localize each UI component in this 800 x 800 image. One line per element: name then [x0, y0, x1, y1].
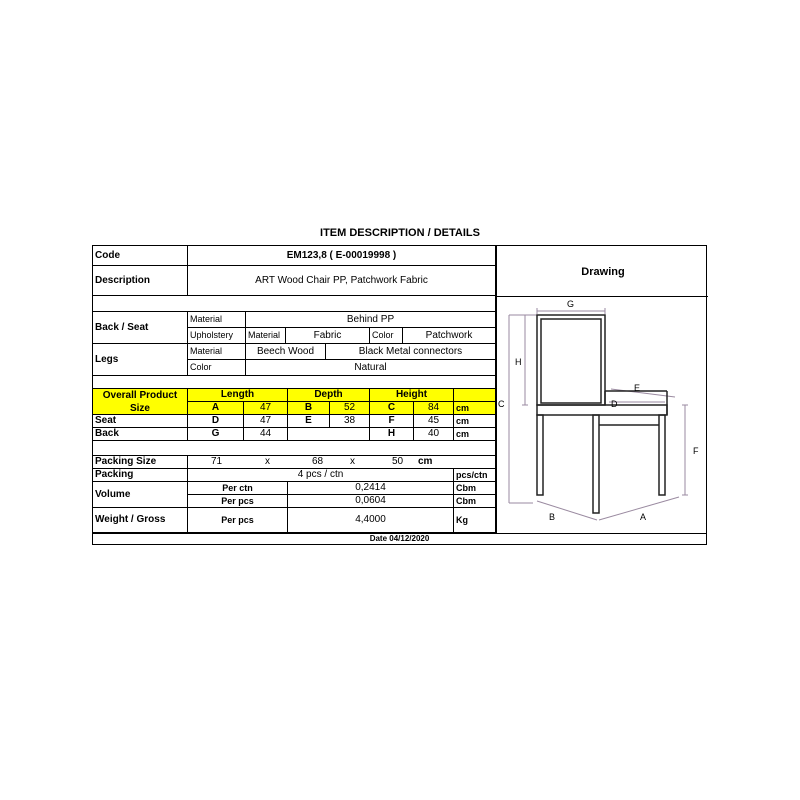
upholstery-color-label: Color [370, 328, 403, 344]
weight-value: 4,4000 [288, 508, 454, 533]
upholstery-color-value: Patchwork [403, 328, 496, 344]
packing-x1: x [265, 456, 270, 467]
volume-ctn-unit: Cbm [454, 482, 496, 495]
dim-key-c: C [370, 402, 414, 415]
legs-material-label: Material [188, 344, 246, 360]
item-sheet [92, 245, 707, 545]
overall-size-line1: Overall Product [102, 389, 178, 401]
back-seat-material-label: Material [188, 312, 246, 328]
dim-value-c: 84 [414, 402, 454, 415]
dim-value-b: 52 [330, 402, 370, 415]
description-label: Description [93, 266, 188, 296]
depth-header: Depth [288, 389, 370, 402]
description-value: ART Wood Chair PP, Patchwork Fabric [188, 266, 496, 296]
dim-unit-a: cm [454, 402, 496, 415]
dim-value-g: 44 [244, 428, 288, 441]
packing-unit: cm [418, 456, 433, 467]
packing-unit: pcs/ctn [454, 469, 496, 482]
spacer-row [93, 441, 496, 456]
dim-key-f: F [370, 415, 414, 428]
volume-pcs-value: 0,0604 [288, 495, 454, 508]
volume-pcs-unit: Cbm [454, 495, 496, 508]
dim-value-f: 45 [414, 415, 454, 428]
legs-color-value: Natural [246, 360, 496, 376]
packing-length: 71 [211, 456, 223, 467]
drawing-title: Drawing [581, 266, 625, 278]
volume-label: Volume [93, 482, 188, 508]
dim-key-g: G [188, 428, 244, 441]
legs-color-label: Color [188, 360, 246, 376]
code-value: EM123,8 ( E-00019998 ) [188, 246, 496, 266]
chair-drawing [497, 297, 708, 533]
drawing-label-f: F [693, 446, 699, 456]
overall-size-line2: Size [129, 402, 150, 414]
legs-connectors: Black Metal connectors [326, 344, 496, 360]
dim-value-a: 47 [244, 402, 288, 415]
dim-key-h: H [370, 428, 414, 441]
code-label: Code [93, 246, 188, 266]
drawing-label-d: D [611, 399, 618, 409]
dim-empty [288, 428, 370, 441]
weight-per: Per pcs [188, 508, 288, 533]
legs-label: Legs [93, 344, 188, 376]
drawing-label-g: G [567, 299, 575, 309]
dim-value-d: 47 [244, 415, 288, 428]
dim-unit-seat: cm [454, 415, 496, 428]
packing-height: 50 [392, 456, 404, 467]
dim-key-b: B [288, 402, 330, 415]
packing-size-values [188, 456, 496, 469]
weight-unit: Kg [454, 508, 496, 533]
dim-key-a: A [188, 402, 244, 415]
overall-size-label [93, 389, 188, 415]
page-title: ITEM DESCRIPTION / DETAILS [320, 227, 480, 239]
upholstery-label: Upholstery [188, 328, 246, 344]
dim-value-e: 38 [330, 415, 370, 428]
packing-depth: 68 [312, 456, 324, 467]
dim-unit-back: cm [454, 428, 496, 441]
weight-label: Weight / Gross [93, 508, 188, 533]
back-label: Back [93, 428, 188, 441]
drawing-label-e: E [634, 383, 641, 393]
volume-per-ctn: Per ctn [188, 482, 288, 495]
length-header: Length [188, 389, 288, 402]
dim-key-d: D [188, 415, 244, 428]
volume-per-pcs: Per pcs [188, 495, 288, 508]
packing-size-label: Packing Size [93, 456, 188, 469]
upholstery-material-label: Material [246, 328, 286, 344]
legs-material-value: Beech Wood [246, 344, 326, 360]
back-seat-material-value: Behind PP [246, 312, 496, 328]
drawing-label-b: B [549, 512, 556, 522]
height-header: Height [370, 389, 454, 402]
dim-value-h: 40 [414, 428, 454, 441]
drawing-label-a: A [640, 512, 647, 522]
spacer-row [93, 296, 496, 312]
spacer-row [93, 376, 496, 389]
packing-x2: x [350, 456, 355, 467]
drawing-label-h: H [515, 357, 522, 367]
seat-label: Seat [93, 415, 188, 428]
packing-label: Packing [93, 469, 188, 482]
dim-key-e: E [288, 415, 330, 428]
drawing-label-c: C [498, 399, 505, 409]
back-seat-label: Back / Seat [93, 312, 188, 344]
unit-header [454, 389, 496, 402]
upholstery-material-value: Fabric [286, 328, 370, 344]
date-footer: Date 04/12/2020 [369, 534, 430, 543]
packing-value: 4 pcs / ctn [188, 469, 454, 482]
volume-ctn-value: 0,2414 [288, 482, 454, 495]
